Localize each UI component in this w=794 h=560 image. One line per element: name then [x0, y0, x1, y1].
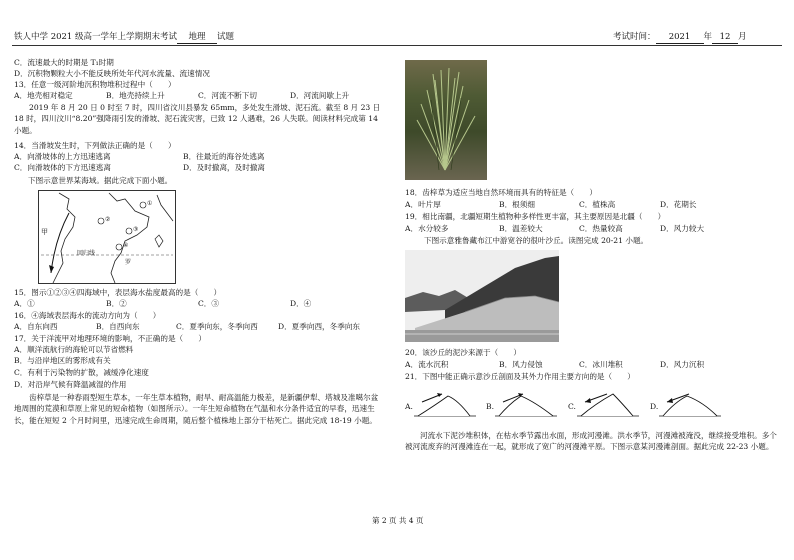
q15-option-b[interactable]: B．② [106, 299, 127, 308]
label-num-2: ② [105, 216, 111, 223]
month-field: 12 [712, 32, 738, 44]
map-intro: 下图示意世界某海域。据此完成下面小题。 [28, 176, 173, 185]
question-16: 16．④海域表层海水的流动方向为（ ） [14, 311, 161, 320]
sea-marker-3 [126, 228, 132, 234]
passage-floodplain: 河流水下泥沙堆积体，在枯水季节露出水面，形成河漫滩。洪水季节，河漫滩被淹没，继续接受堆积。多个被河流废弃的河漫滩连在一起，就形成了宽广的河漫滩平原。下图示意某河漫滩剖面。据此完成 22-23 小题。 [405, 431, 777, 452]
q16-option-d[interactable]: D．夏季向西，冬季向东 [278, 322, 361, 331]
question-18: 18．齿梓草为适应当地自然环境而具有的特征是（ ） [405, 188, 597, 197]
q21-option-c[interactable]: C. [568, 402, 576, 411]
current-jia-arrow [51, 213, 69, 273]
q18-option-d[interactable]: D．花期长 [660, 200, 697, 209]
q19-option-a[interactable]: A．水分较多 [405, 224, 449, 233]
sea-marker-1 [140, 202, 146, 208]
label-num-1: ① [147, 200, 153, 207]
coastline-east [109, 193, 149, 283]
plant-graphic [405, 60, 487, 180]
header-rule [12, 45, 782, 46]
island-shape [155, 235, 163, 247]
q21-profile-b [495, 388, 557, 420]
q21-option-a[interactable]: A. [405, 402, 413, 411]
passage-landslide: 2019 年 8 月 20 日 0 时至 7 时，四川省汶川县暴发 65mm，多处发生滑坡、泥石流。截至 8 月 23 日 18 时，四川汶川“8.20”强降雨引发的滑坡、泥石流灾害，已致 12 人遇难，26 人失联。阅读材料完成第 14 小题。 [14, 103, 381, 135]
q18-option-c[interactable]: C．植株高 [579, 200, 616, 209]
page-number: 第 2 页 共 4 页 [372, 516, 424, 525]
q17-option-b[interactable]: B．与沿岸地区的雾形成有关 [14, 356, 111, 365]
plant-photo [405, 60, 487, 180]
q21-option-d[interactable]: D. [650, 402, 659, 411]
q16-option-c[interactable]: C．夏季向东，冬季向西 [176, 322, 258, 331]
sea-marker-2 [98, 218, 104, 224]
q13-option-b[interactable]: B．地壳持续上升 [106, 91, 165, 100]
q21-profile-d [659, 388, 721, 420]
question-13: 13．任意一级河阶地沉积物堆积过程中（ ） [14, 80, 176, 89]
q13-option-d[interactable]: D．河流间歇上升 [290, 91, 350, 100]
exam-title: 铁人中学 2021 级高一学年上学期期末考试 地理 试题 [14, 32, 235, 42]
question-20: 20．该沙丘的泥沙来源于（ ） [405, 348, 521, 357]
q13-option-a[interactable]: A．地壳相对稳定 [14, 91, 73, 100]
dune-graphic [405, 250, 559, 342]
year-field: 2021 [656, 32, 704, 44]
question-14: 14．当滑坡发生时，下列做法正确的是（ ） [14, 141, 176, 150]
q18-option-a[interactable]: A．叶片厚 [405, 200, 441, 209]
q20-option-a[interactable]: A．流水沉积 [405, 360, 449, 369]
q20-option-c[interactable]: C．冰川堆积 [579, 360, 623, 369]
q14-option-c[interactable]: C．向滑坡体的下方迅速逃离 [14, 163, 111, 172]
q19-option-b[interactable]: B．温差较大 [499, 224, 543, 233]
q17-option-d[interactable]: D．对沿岸气候有降温减湿的作用 [14, 380, 127, 389]
exam-time: 考试时间： 2021 年 12 月 [613, 32, 747, 42]
q14-option-a[interactable]: A．向滑坡体的上方迅速逃离 [14, 152, 111, 161]
q17-option-c[interactable]: C．有利于污染物的扩散，减缓净化速度 [14, 368, 149, 377]
q16-option-b[interactable]: B．自西向东 [96, 322, 140, 331]
q18-option-b[interactable]: B．根须细 [499, 200, 535, 209]
option-c-prev: C．流速最大的时期是 T₁时期 [14, 58, 114, 67]
q16-option-a[interactable]: A．自东向西 [14, 322, 58, 331]
dune-photo [405, 250, 559, 342]
q21-profile-c [577, 388, 639, 420]
q21-option-b[interactable]: B. [486, 402, 494, 411]
sea-map-graphic [39, 191, 175, 283]
q13-option-c[interactable]: C．河流不断下切 [198, 91, 257, 100]
arrow-head-icon [49, 265, 54, 273]
q21-profile-a [414, 388, 476, 420]
question-21: 21．下图中能正确示意沙丘剖面及其外力作用主要方向的是（ ） [405, 372, 635, 381]
coastline-far-east [157, 195, 173, 221]
label-num-4: ④ [123, 242, 129, 249]
passage-plant: 齿梓草是一种春雨型短生草本，一年生草本植物，耐旱、耐高温能力极差，是新疆伊犁、塔城及准噶尔盆地周围的荒漠和草原上常见的短命植物（如图所示）。一年生短命植物在气温和水分条件适宜的早春，迅速生长，能在短短 2 个月时间里，迅速完成生命周期，随后整个植株地上部分干枯死亡。据此完成 18-19 小题。 [14, 393, 379, 425]
q15-option-d[interactable]: D．④ [290, 299, 312, 308]
question-19: 19．相比南疆，北疆短期生植物种多样性更丰富，其主要原因是北疆（ ） [405, 212, 666, 221]
q15-option-c[interactable]: C．③ [198, 299, 219, 308]
q14-option-d[interactable]: D．及时撤离，及时撤离 [183, 163, 266, 172]
label-luo: 罗 [125, 259, 132, 266]
label-jia: 甲 [41, 228, 48, 236]
sea-marker-4 [116, 244, 122, 250]
q20-option-b[interactable]: B．风力侵蚀 [499, 360, 543, 369]
dune-intro: 下图示意雅鲁藏布江中游宽谷的很叶沙丘。读图完成 20-21 小题。 [424, 236, 649, 245]
label-num-3: ③ [133, 226, 139, 233]
option-d-prev: D．沉积物颗粒大小不能反映所处年代河水流量、流速情况 [14, 69, 210, 78]
q19-option-c[interactable]: C．热量较高 [579, 224, 623, 233]
sea-map [38, 190, 176, 284]
question-15: 15．图示①②③④四海域中，表层海水盐度最高的是（ ） [14, 288, 222, 297]
subject-field: 地理 [177, 32, 217, 44]
coastline-west [53, 193, 75, 283]
q14-option-b[interactable]: B．往最近的海谷处逃离 [183, 152, 265, 161]
q19-option-d[interactable]: D．风力较大 [660, 224, 705, 233]
q15-option-a[interactable]: A．① [14, 299, 35, 308]
question-17: 17．关于洋流甲对地理环境的影响，不正确的是（ ） [14, 334, 206, 343]
q20-option-d[interactable]: D．风力沉积 [660, 360, 705, 369]
label-tropic: 回归线 [77, 250, 96, 257]
q17-option-a[interactable]: A．顺洋流航行的海轮可以节省燃料 [14, 345, 134, 354]
